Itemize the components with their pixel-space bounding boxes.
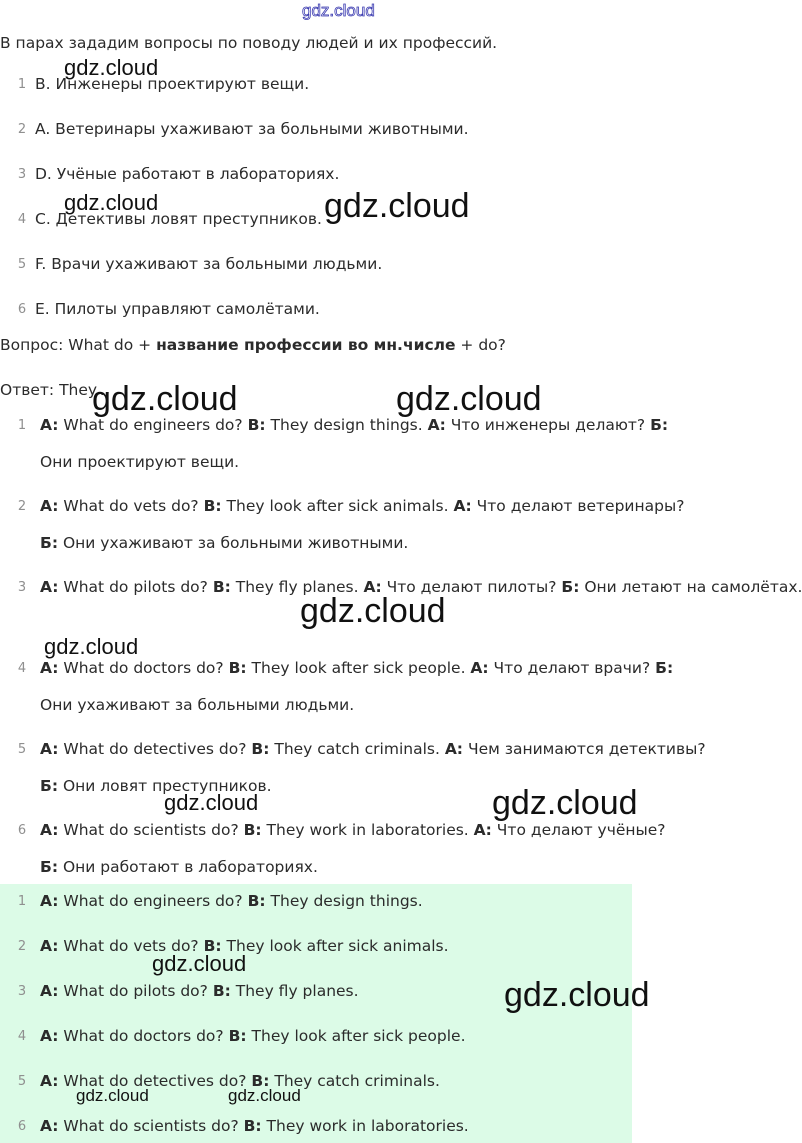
answer-text: They fly planes. (230, 982, 359, 1000)
answer-text: They catch criminals. (269, 1072, 440, 1090)
answer-text: They look after sick animals. (221, 937, 449, 955)
speaker-label: А: (453, 497, 472, 515)
dialogue-line (40, 1027, 466, 1045)
list-number: 2 (17, 499, 27, 514)
question-text: What do detectives do? (58, 740, 252, 758)
watermark: gdz.cloud (300, 592, 446, 630)
list-item: D. Учёные работают в лабораториях. (35, 165, 340, 183)
speaker-label: B: (203, 497, 222, 515)
list-number: 3 (17, 167, 27, 182)
speaker-label: А: (473, 821, 492, 839)
question-text: What do doctors do? (58, 659, 229, 677)
translation-question: Чем занимаются детективы? (463, 740, 706, 758)
translation-question: Что делают врачи? (488, 659, 656, 677)
answer-text: They fly planes. (230, 578, 364, 596)
answer-text: They work in laboratories. (261, 1117, 469, 1135)
watermark-top: gdz.cloud (302, 1, 375, 20)
dialogue-line (40, 892, 423, 910)
speaker-label: A: (40, 892, 59, 910)
speaker-label: А: (363, 578, 382, 596)
watermark: gdz.cloud (64, 55, 159, 80)
list-number: 6 (17, 302, 27, 317)
dialogue-line (40, 696, 354, 714)
list-number: 2 (17, 122, 27, 137)
list-number: 3 (17, 580, 27, 595)
translation-question: Что делают учёные? (491, 821, 666, 839)
speaker-label: B: (228, 659, 247, 677)
translation-answer: Они работают в лабораториях. (58, 858, 318, 876)
speaker-label: B: (247, 892, 266, 910)
speaker-label: Б: (655, 659, 674, 677)
speaker-label: A: (40, 1027, 59, 1045)
list-number: 1 (17, 894, 27, 909)
speaker-label: А: (470, 659, 489, 677)
answer-text: They look after sick people. (246, 659, 471, 677)
list-number: 4 (17, 1029, 27, 1044)
list-item: B. Инженеры проектируют вещи. (35, 75, 310, 93)
intro-text: В парах зададим вопросы по поводу людей и их профессий. (0, 34, 498, 52)
question-text: What do engineers do? (58, 892, 248, 910)
dialogue-line (40, 1117, 469, 1135)
dialogue-line (40, 821, 666, 839)
watermark: gdz.cloud (76, 1086, 149, 1105)
watermark: gdz.cloud (492, 784, 638, 822)
speaker-label: B: (212, 982, 231, 1000)
translation-answer: Они ухаживают за больными животными. (58, 534, 409, 552)
watermark: gdz.cloud (228, 1086, 301, 1105)
answer-text: They look after sick people. (246, 1027, 466, 1045)
list-item: C. Детективы ловят преступников. (35, 210, 322, 228)
speaker-label: Б: (40, 858, 59, 876)
speaker-label: A: (40, 416, 59, 434)
question-text: What do engineers do? (58, 416, 248, 434)
question-text: What do detectives do? (58, 1072, 252, 1090)
dialogue-line (40, 534, 408, 552)
list-number: 2 (17, 939, 27, 954)
speaker-label: A: (40, 937, 59, 955)
speaker-label: A: (40, 578, 59, 596)
speaker-label: А: (444, 740, 464, 758)
answer-text: They catch criminals. (269, 740, 445, 758)
question-text: What do doctors do? (58, 1027, 229, 1045)
dialogue-line (40, 497, 684, 515)
question-text: What do scientists do? (58, 821, 244, 839)
watermark: gdz.cloud (324, 187, 470, 225)
translation-answer: Они ухаживают за больными людьми. (40, 696, 355, 714)
speaker-label: A: (40, 982, 59, 1000)
dialogue-line (40, 982, 359, 1000)
answer-text: They work in laboratories. (261, 821, 474, 839)
speaker-label: B: (251, 1072, 270, 1090)
speaker-label: A: (40, 659, 59, 677)
answer-text: They design things. (265, 892, 423, 910)
speaker-label: Б: (650, 416, 669, 434)
list-item: E. Пилоты управляют самолётами. (35, 300, 320, 318)
watermark: gdz.cloud (504, 976, 650, 1014)
dialogue-line (40, 740, 706, 758)
dialogue-line (40, 453, 239, 471)
dialogue-line (40, 659, 673, 677)
translation-answer: Они ловят преступников. (58, 777, 272, 795)
watermark: gdz.cloud (164, 790, 259, 815)
list-number: 6 (17, 823, 27, 838)
dialogue-line (40, 858, 318, 876)
speaker-label: B: (247, 416, 266, 434)
speaker-label: А: (427, 416, 446, 434)
speaker-label: B: (243, 821, 262, 839)
answer-template: Ответ: They... (0, 381, 110, 399)
list-number: 6 (17, 1119, 27, 1134)
question-text: What do pilots do? (58, 982, 213, 1000)
translation-question: Что делают ветеринары? (471, 497, 685, 515)
speaker-label: Б: (40, 777, 59, 795)
list-number: 1 (17, 77, 27, 92)
watermark: gdz.cloud (92, 380, 238, 418)
list-number: 5 (17, 742, 27, 757)
speaker-label: Б: (561, 578, 580, 596)
list-number: 3 (17, 984, 27, 999)
speaker-label: B: (251, 740, 270, 758)
watermark: gdz.cloud (44, 634, 139, 659)
list-item: A. Ветеринары ухаживают за больными животными. (35, 120, 469, 138)
question-text: What do pilots do? (58, 578, 213, 596)
list-number: 5 (17, 1074, 27, 1089)
watermark: gdz.cloud (152, 951, 247, 976)
translation-answer: Они летают на самолётах. (579, 578, 802, 596)
speaker-label: A: (40, 821, 59, 839)
answer-text: They design things. (265, 416, 428, 434)
question-text: What do vets do? (58, 937, 204, 955)
question-text: What do scientists do? (58, 1117, 244, 1135)
list-number: 1 (17, 418, 27, 433)
speaker-label: A: (40, 740, 59, 758)
watermark: gdz.cloud (64, 190, 159, 215)
speaker-label: B: (228, 1027, 247, 1045)
speaker-label: A: (40, 497, 59, 515)
speaker-label: B: (212, 578, 231, 596)
translation-question: Что делают пилоты? (381, 578, 562, 596)
list-number: 4 (17, 661, 27, 676)
list-number: 5 (17, 257, 27, 272)
translation-question: Что инженеры делают? (445, 416, 651, 434)
answer-text: They look after sick animals. (221, 497, 454, 515)
speaker-label: B: (203, 937, 222, 955)
watermark: gdz.cloud (396, 380, 542, 418)
list-item: F. Врачи ухаживают за больными людьми. (35, 255, 383, 273)
speaker-label: A: (40, 1117, 59, 1135)
speaker-label: A: (40, 1072, 59, 1090)
question-template: Вопрос: What do + название профессии во мн.числе + do? (0, 336, 506, 354)
translation-answer: Они проектируют вещи. (40, 453, 240, 471)
speaker-label: Б: (40, 534, 59, 552)
list-number: 4 (17, 212, 27, 227)
question-text: What do vets do? (58, 497, 204, 515)
speaker-label: B: (243, 1117, 262, 1135)
